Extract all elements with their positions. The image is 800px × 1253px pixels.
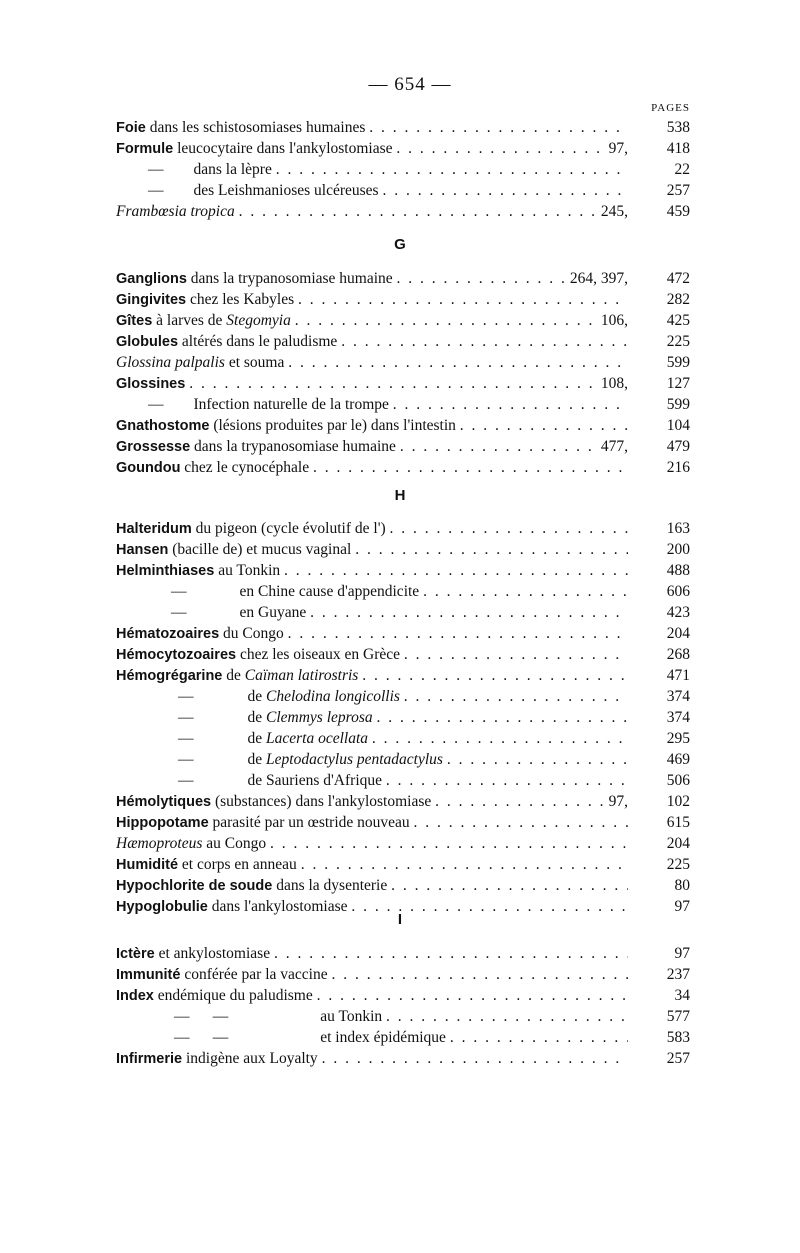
index-entry [116,644,690,665]
entry-text: Goundou chez le cynocéphale . . . [116,457,628,478]
index-entry [116,854,690,875]
entry-italic: Leptodactylus pentadactylus [266,751,443,768]
entry-text: Hansen (bacille de) et mucus vaginal . . . [116,539,628,560]
entry-keyword: Halteridum [116,521,192,537]
entry-text: Humidité et corps en anneau . . . [116,854,628,875]
entry-keyword: Hémogrégarine [116,668,223,684]
entry-page: 268 [630,644,690,665]
entry-text: Gîtes à larves de Stegomyia . . . [116,310,628,331]
ditto-dash: — [148,396,164,413]
entry-text: Ictère et ankylostomiase . . . [116,943,628,964]
index-entry [116,1006,690,1027]
entry-page: 374 [630,686,690,707]
index-group-h [116,518,690,917]
index-entry [116,707,690,728]
entry-text: — Infection naturelle de la trompe . . . [116,394,628,415]
index-entry [116,394,690,415]
index-entry [116,964,690,985]
entry-keyword: Hémocytozoaires [116,647,237,663]
index-entry [116,602,690,623]
ditto-dash: — [178,730,194,747]
index-entry [116,289,690,310]
entry-keyword: Ictère [116,946,155,962]
entry-page: 577 [630,1006,690,1027]
section-letter-g: G [394,236,406,253]
entry-page: 163 [630,518,690,539]
index-entry [116,812,690,833]
entry-italic: Hæmoproteus [116,835,203,852]
index-entry [116,833,690,854]
entry-page: 257 [630,1048,690,1069]
entry-page: 200 [630,539,690,560]
index-group-g [116,268,690,478]
entry-page: 472 [630,268,690,289]
entry-page: 80 [630,875,690,896]
entry-text: Hippopotame parasité par un œstride nouveau . . . [116,812,628,833]
index-entry [116,352,690,373]
index-entry [116,623,690,644]
entry-text: Hypochlorite de soude dans la dysenterie . . . [116,875,628,896]
index-entry [116,117,690,138]
entry-page: 225 [630,331,690,352]
index-entry [116,539,690,560]
index-entry [116,180,690,201]
entry-keyword: Hémolytiques [116,794,212,810]
entry-text: — en Guyane . . . [116,602,628,623]
entry-text [116,373,628,394]
index-entry [116,457,690,478]
entry-keyword: Hansen [116,542,169,558]
entry-page: 599 [630,352,690,373]
entry-keyword: Grossesse [116,439,191,455]
entry-extra-pages: 477, [595,436,628,457]
entry-keyword: Humidité [116,857,179,873]
entry-text: Hypoglobulie dans l'ankylostomiase . . . [116,896,628,917]
index-group-i [116,943,690,1069]
entry-page: 34 [630,985,690,1006]
entry-page: 374 [630,707,690,728]
entry-text: Gnathostome (lésions produites par le) dans l'intestin . . . [116,415,628,436]
index-entry [116,749,690,770]
entry-page: 488 [630,560,690,581]
index-entry [116,581,690,602]
entry-text: Hæmoproteus au Congo . . . [116,833,628,854]
entry-text: — en Chine cause d'appendicite . . . [116,581,628,602]
entry-italic: Clemmys leprosa [266,709,373,726]
index-entry [116,943,690,964]
entry-page: 104 [630,415,690,436]
entry-page: 127 [630,373,690,394]
index-group-f [116,117,690,222]
ditto-dash: — [178,772,194,789]
ditto-dash: — [178,688,194,705]
index-entry [116,875,690,896]
entry-keyword: Gnathostome [116,418,210,434]
entry-keyword: Infirmerie [116,1051,183,1067]
entry-text: — — au Tonkin . . . [116,1006,628,1027]
entry-keyword: Foie [116,120,146,136]
entry-text: Glossina palpalis et souma . . . [116,352,628,373]
entry-keyword: Goundou [116,460,181,476]
entry-text: Halteridum du pigeon (cycle évolutif de l') . . . [116,518,628,539]
entry-text: Immunité conférée par la vaccine . . . [116,964,628,985]
entry-keyword: Ganglions [116,271,187,287]
entry-italic: Chelodina longicollis [266,688,400,705]
entry-text: Hémolytiques (substances) dans l'ankylostomiase . . . [116,791,628,812]
page-number: — 654 — [368,74,452,95]
entry-page: 615 [630,812,690,833]
entry-keyword: Helminthiases [116,563,215,579]
entry-page: 423 [630,602,690,623]
entry-text: — de Lacerta ocellata . . . [116,728,628,749]
entry-extra-pages: 264, 397, [564,268,628,289]
entry-keyword: Gîtes [116,313,153,329]
entry-italic: Caïman latirostris [244,667,359,684]
index-entry [116,436,690,457]
entry-page: 225 [630,854,690,875]
entry-text: Hématozoaires du Congo . . . [116,623,628,644]
index-entry [116,985,690,1006]
entry-extra-pages: 245, [595,201,628,222]
entry-page: 204 [630,623,690,644]
index-entry [116,1027,690,1048]
ditto-dash: — [178,709,194,726]
entry-italic: Lacerta ocellata [266,730,369,747]
ditto-dash: — [148,182,164,199]
entry-text: Ganglions dans la trypanosomiase humaine . . . [116,268,628,289]
entry-text: Globules altérés dans le paludisme . . . [116,331,628,352]
ditto-dash: — [178,751,194,768]
entry-text: — de Leptodactylus pentadactylus . . . [116,749,628,770]
entry-keyword: Hypoglobulie [116,899,208,915]
ditto-dash: — — [174,1029,229,1046]
entry-text: Infirmerie indigène aux Loyalty . . . [116,1048,628,1069]
entry-text: — de Clemmys leprosa . . . [116,707,628,728]
entry-text [116,201,628,222]
entry-extra-pages: 108, [595,373,628,394]
index-entry [116,518,690,539]
entry-keyword: Index [116,988,154,1004]
entry-page: 599 [630,394,690,415]
pages-column-label: PAGES [651,102,690,114]
section-letter-i: I [397,911,403,928]
entry-page: 606 [630,581,690,602]
entry-text: — — et index épidémique . . . [116,1027,628,1048]
index-entry [116,560,690,581]
entry-page: 257 [630,180,690,201]
entry-page: 469 [630,749,690,770]
entry-page: 418 [630,138,690,159]
entry-italic: Glossina palpalis [116,354,225,371]
ditto-dash: — [171,583,187,600]
entry-text: — de Chelodina longicollis . . . [116,686,628,707]
entry-text: Foie dans les schistosomiases humaines . . . [116,117,628,138]
entry-keyword: Immunité [116,967,181,983]
entry-extra-pages: 106, [595,310,628,331]
index-entry [116,310,690,331]
entry-page: 425 [630,310,690,331]
entry-keyword: Hypochlorite de soude [116,878,273,894]
index-entry [116,686,690,707]
entry-page: 282 [630,289,690,310]
entry-keyword: Formule [116,141,174,157]
entry-extra-pages: 97, [603,138,628,159]
entry-keyword: Hématozoaires [116,626,220,642]
entry-text: — des Leishmanioses ulcéreuses . . . [116,180,628,201]
index-entry [116,138,690,159]
index-entry [116,201,690,222]
entry-text: Formule leucocytaire dans l'ankylostomiase . . . [116,138,628,159]
entry-page: 295 [630,728,690,749]
index-entry [116,159,690,180]
ditto-dash: — [148,161,164,178]
section-letter-h: H [394,487,406,504]
entry-text: Gingivites chez les Kabyles . . . [116,289,628,310]
entry-text: — de Sauriens d'Afrique . . . [116,770,628,791]
entry-extra-pages: 97, [603,791,628,812]
entry-page: 22 [630,159,690,180]
entry-page: 506 [630,770,690,791]
entry-keyword: Gingivites [116,292,187,308]
entry-page: 237 [630,964,690,985]
ditto-dash: — — [174,1008,229,1025]
entry-page: 583 [630,1027,690,1048]
entry-page: 102 [630,791,690,812]
index-entry [116,373,690,394]
entry-page: 459 [630,201,690,222]
entry-text: Helminthiases au Tonkin . . . [116,560,628,581]
index-entry [116,1048,690,1069]
entry-text: — dans la lèpre . . . [116,159,628,180]
entry-page: 471 [630,665,690,686]
entry-page: 97 [630,943,690,964]
entry-text: Index endémique du paludisme . . . [116,985,628,1006]
entry-text: Hémogrégarine de Caïman latirostris . . . [116,665,628,686]
entry-text: Hémocytozoaires chez les oiseaux en Grèce . . . [116,644,628,665]
index-entry [116,791,690,812]
entry-keyword: Globules [116,334,179,350]
index-entry [116,770,690,791]
index-entry [116,331,690,352]
entry-page: 216 [630,457,690,478]
index-entry [116,415,690,436]
entry-page: 479 [630,436,690,457]
index-entry [116,268,690,289]
ditto-dash: — [171,604,187,621]
entry-italic: Frambœsia tropica [116,203,235,220]
entry-keyword: Glossines [116,376,186,392]
entry-page: 204 [630,833,690,854]
entry-page: 97 [630,896,690,917]
index-entry [116,728,690,749]
entry-italic: Stegomyia [226,312,291,329]
entry-keyword: Hippopotame [116,815,209,831]
entry-text: Grossesse dans la trypanosomiase humaine . . . [116,436,628,457]
entry-page: 538 [630,117,690,138]
index-entry [116,665,690,686]
